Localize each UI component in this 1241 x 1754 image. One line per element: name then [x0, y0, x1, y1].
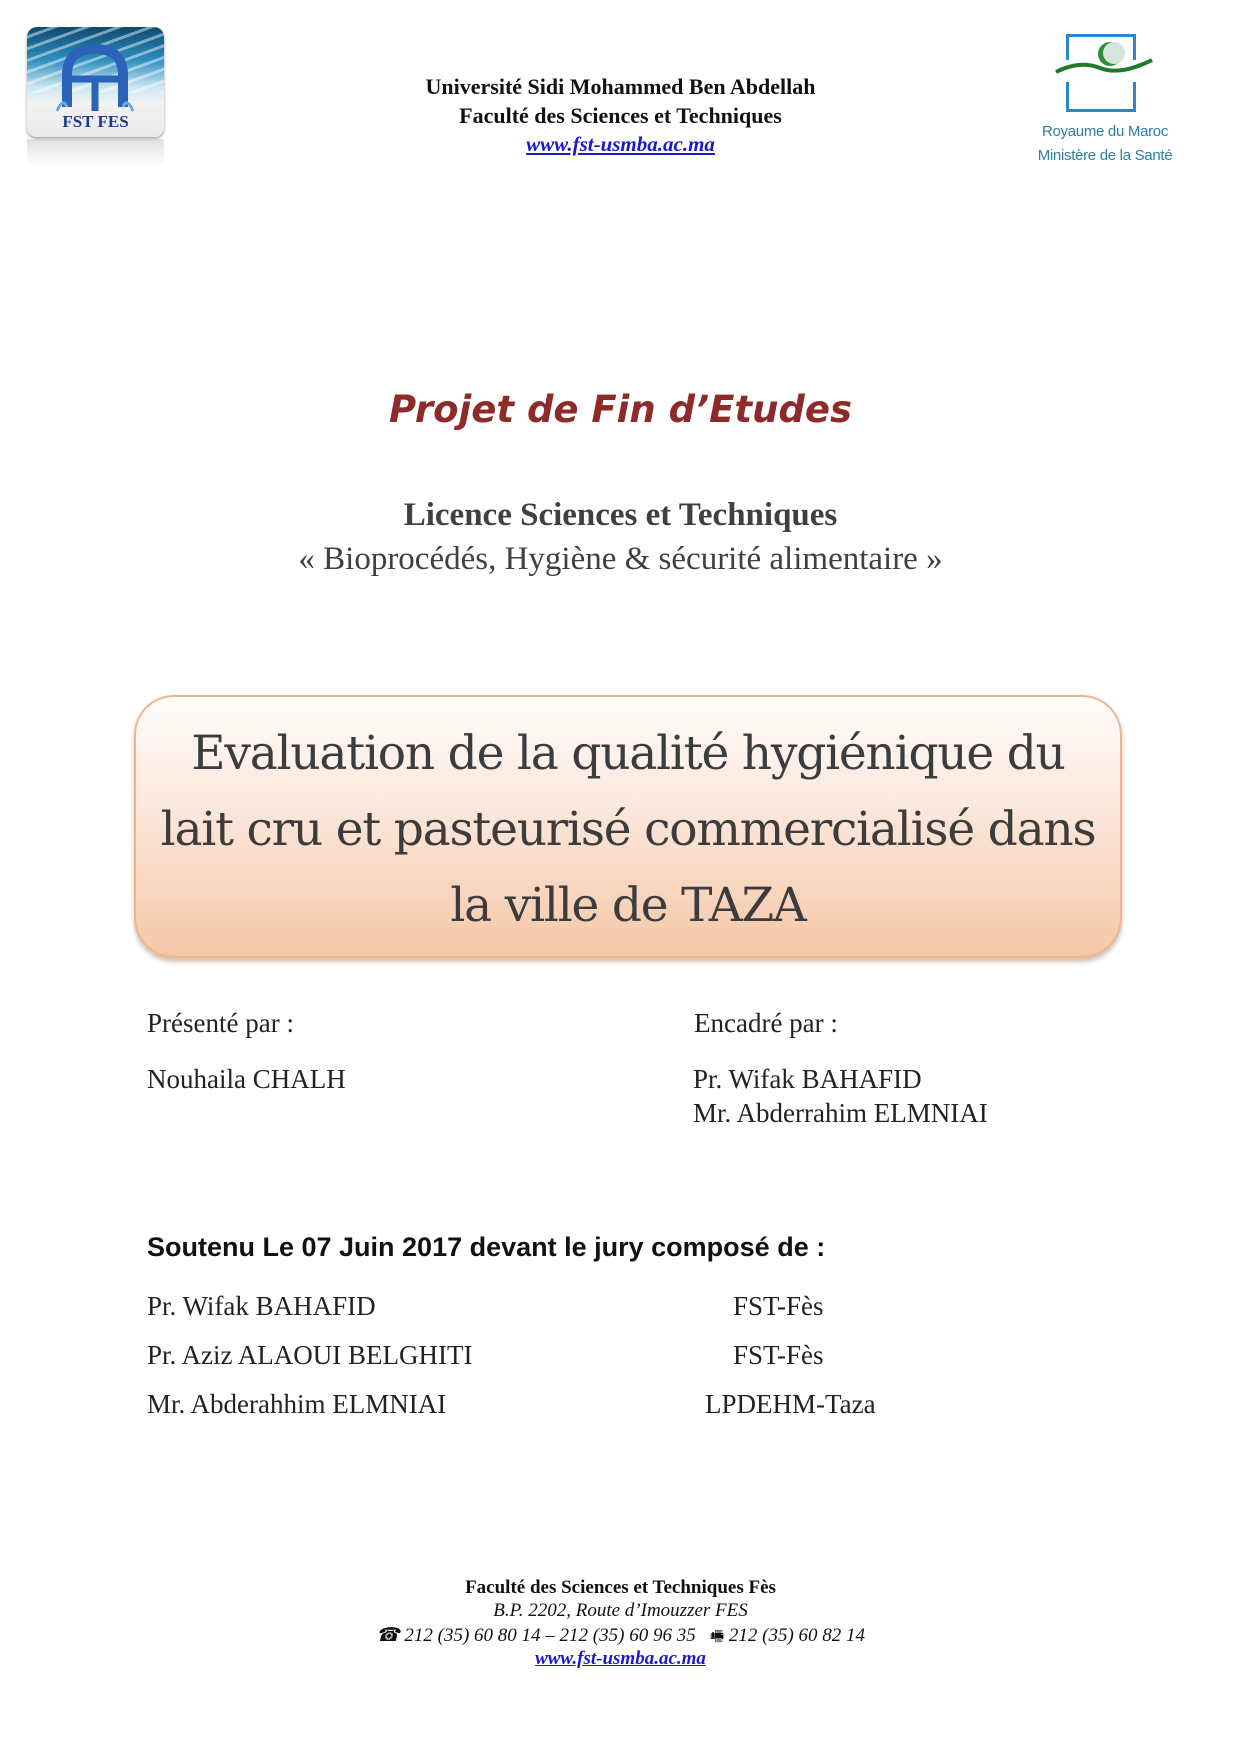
- footer-phones: 212 (35) 60 80 14 – 212 (35) 60 96 35: [404, 1625, 696, 1646]
- footer-fax: 212 (35) 60 82 14: [728, 1625, 866, 1646]
- fst-logo-label: FST FES: [62, 112, 129, 131]
- jury-member-name: Pr. Aziz ALAOUI BELGHITI: [147, 1340, 473, 1370]
- faculty-name: Faculté des Sciences et Techniques: [459, 103, 782, 128]
- thesis-title-line-3: la ville de TAZA: [450, 878, 806, 933]
- ministry-line2: Ministère de la Santé: [1037, 147, 1173, 164]
- thesis-title-line-2: lait cru et pasteurisé commercialisé dans: [160, 802, 1096, 857]
- degree-title: Licence Sciences et Techniques: [403, 497, 838, 533]
- specialty-subtitle: « Bioprocédés, Hygiène & sécurité alimentaire »: [298, 541, 943, 577]
- supervised-by-label: Encadré par :: [694, 1008, 838, 1038]
- footer-website-wrap: [0, 1648, 1241, 1670]
- jury-member-name: Mr. Abderahhim ELMNIAI: [147, 1389, 447, 1419]
- jury-member-affiliation: LPDEHM-Taza: [705, 1389, 876, 1419]
- header-website-link[interactable]: www.fst-usmba.ac.ma: [526, 132, 715, 156]
- footer-address: B.P. 2202, Route d’Imouzzer FES: [493, 1600, 748, 1621]
- student-name: Nouhaila CHALH: [147, 1064, 346, 1094]
- presented-by-label: Présenté par :: [147, 1008, 294, 1038]
- university-name: Université Sidi Mohammed Ben Abdellah: [425, 74, 816, 99]
- supervisor-name-1: Pr. Wifak BAHAFID: [693, 1064, 922, 1094]
- thesis-title-line-1: Evaluation de la qualité hygiénique du: [191, 726, 1065, 781]
- jury-member-affiliation: FST-Fès: [733, 1291, 824, 1321]
- supervisor-name-2: Mr. Abderrahim ELMNIAI: [693, 1098, 988, 1128]
- jury-heading: Soutenu Le 07 Juin 2017 devant le jury composé de :: [147, 1232, 826, 1262]
- ministry-line1: Royaume du Maroc: [1041, 123, 1169, 140]
- fax-icon: 🖷: [709, 1629, 725, 1645]
- footer-website-link[interactable]: www.fst-usmba.ac.ma: [535, 1648, 706, 1669]
- jury-member-name: Pr. Wifak BAHAFID: [147, 1291, 376, 1321]
- jury-member-affiliation: FST-Fès: [733, 1340, 824, 1370]
- phone-icon: ☎: [375, 1625, 400, 1646]
- document-type-title: Projet de Fin d’Etudes: [388, 388, 853, 431]
- footer-contacts: [0, 1624, 1241, 1651]
- footer-institution: Faculté des Sciences et Techniques Fès: [465, 1577, 776, 1598]
- crescent-wave-icon: [1040, 30, 1170, 90]
